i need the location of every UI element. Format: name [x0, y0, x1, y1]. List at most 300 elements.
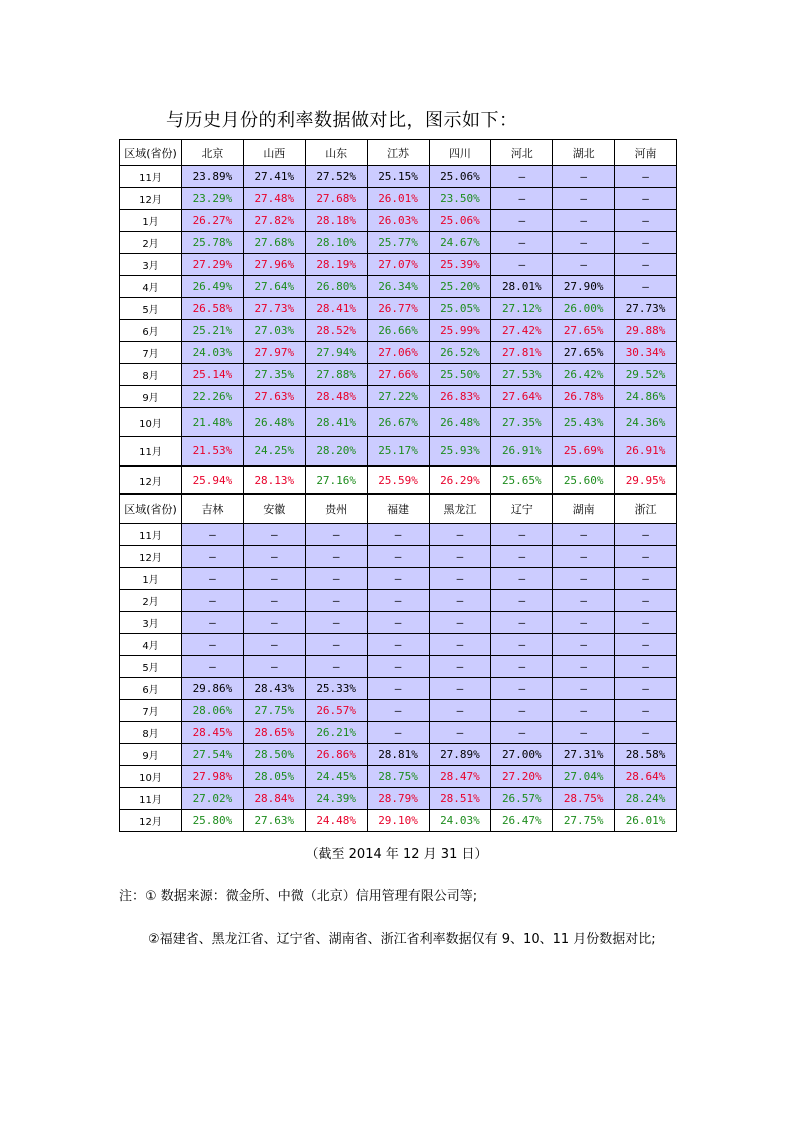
rate-cell: 27.82% [243, 210, 305, 232]
month-label: 12月 [120, 466, 182, 495]
table-row [120, 655, 677, 677]
rate-cell: 28.58% [615, 743, 677, 765]
month-label: 11月 [120, 523, 182, 545]
month-label: 4月 [120, 633, 182, 655]
rate-cell: 27.66% [367, 364, 429, 386]
rate-cell: 27.75% [553, 809, 615, 831]
table-row [120, 254, 677, 276]
rate-cell: 24.25% [243, 437, 305, 466]
rate-cell: – [491, 232, 553, 254]
rate-cell: – [615, 254, 677, 276]
table-row [120, 567, 677, 589]
rate-cell: 28.41% [305, 298, 367, 320]
rate-cell: – [305, 611, 367, 633]
table-row [120, 437, 677, 466]
rate-cell: – [367, 633, 429, 655]
rate-cell: – [615, 232, 677, 254]
rate-cell: 25.06% [429, 166, 491, 188]
rate-cell: 27.81% [491, 342, 553, 364]
table-row [120, 743, 677, 765]
rate-cell: 28.24% [615, 787, 677, 809]
table-row [120, 589, 677, 611]
rate-cell: – [182, 545, 244, 567]
rate-cell: 27.63% [243, 386, 305, 408]
table-row [120, 188, 677, 210]
rate-cell: – [553, 567, 615, 589]
rate-cell: 26.42% [553, 364, 615, 386]
rate-cell: – [429, 567, 491, 589]
rate-cell: 25.77% [367, 232, 429, 254]
rate-cell: 28.01% [491, 276, 553, 298]
rate-cell: 27.98% [182, 765, 244, 787]
rate-cell: 24.03% [182, 342, 244, 364]
month-label: 11月 [120, 787, 182, 809]
rate-cell: 27.52% [305, 166, 367, 188]
rate-cell: 29.52% [615, 364, 677, 386]
rate-cell: 29.86% [182, 677, 244, 699]
rate-cell: 26.27% [182, 210, 244, 232]
rate-cell: 27.65% [553, 320, 615, 342]
rate-cell: – [615, 276, 677, 298]
rate-cell: – [491, 721, 553, 743]
month-label: 12月 [120, 188, 182, 210]
rate-cell: 26.52% [429, 342, 491, 364]
rate-cell: 27.94% [305, 342, 367, 364]
rate-cell: – [243, 589, 305, 611]
table-row [120, 765, 677, 787]
rate-cell: – [367, 655, 429, 677]
table-row [120, 320, 677, 342]
rate-cell: – [491, 589, 553, 611]
month-label: 9月 [120, 743, 182, 765]
rate-cell: 25.99% [429, 320, 491, 342]
rate-cell: 25.65% [491, 466, 553, 495]
rate-cell: – [491, 254, 553, 276]
rate-cell: 28.81% [367, 743, 429, 765]
rate-cell: – [367, 589, 429, 611]
province-header: 江苏 [367, 140, 429, 166]
rate-cell: – [429, 699, 491, 721]
rate-cell: – [182, 611, 244, 633]
rate-cell: 25.50% [429, 364, 491, 386]
rate-cell: – [367, 721, 429, 743]
rate-cell: 27.90% [553, 276, 615, 298]
rate-cell: 24.48% [305, 809, 367, 831]
rate-cell: 24.86% [615, 386, 677, 408]
rate-cell: – [553, 655, 615, 677]
rate-cell: – [367, 611, 429, 633]
rate-cell: 27.53% [491, 364, 553, 386]
rate-cell: – [553, 545, 615, 567]
rate-cell: 27.16% [305, 466, 367, 495]
rate-cell: – [491, 166, 553, 188]
rate-cell: 27.12% [491, 298, 553, 320]
rate-cell: – [367, 567, 429, 589]
rate-cell: 27.64% [491, 386, 553, 408]
rate-cell: 26.47% [491, 809, 553, 831]
date-caption: （截至 2014 年 12 月 31 日） [305, 847, 488, 862]
rate-cell: 25.06% [429, 210, 491, 232]
rate-cell: – [243, 633, 305, 655]
province-header: 湖北 [553, 140, 615, 166]
rate-cell: 26.66% [367, 320, 429, 342]
rate-cell: 26.57% [305, 699, 367, 721]
rate-cell: – [182, 523, 244, 545]
rate-cell: 28.65% [243, 721, 305, 743]
province-header: 辽宁 [491, 494, 553, 523]
rate-cell: – [367, 523, 429, 545]
rate-cell: 29.88% [615, 320, 677, 342]
table-row [120, 699, 677, 721]
rate-cell: 25.78% [182, 232, 244, 254]
rate-cell: – [553, 589, 615, 611]
rate-cell: 27.96% [243, 254, 305, 276]
rate-cell: – [491, 633, 553, 655]
rate-cell: 25.33% [305, 677, 367, 699]
rate-cell: 25.60% [553, 466, 615, 495]
rate-cell: – [367, 677, 429, 699]
rate-cell: – [553, 699, 615, 721]
rate-cell: – [553, 523, 615, 545]
province-header: 河北 [491, 140, 553, 166]
rate-cell: 27.04% [553, 765, 615, 787]
table-row [120, 408, 677, 437]
rate-cell: 27.73% [243, 298, 305, 320]
rate-cell: 27.54% [182, 743, 244, 765]
rate-cell: 28.75% [367, 765, 429, 787]
rate-cell: – [491, 677, 553, 699]
province-header: 河南 [615, 140, 677, 166]
rate-cell: – [243, 611, 305, 633]
province-header: 吉林 [182, 494, 244, 523]
rate-cell: 27.68% [243, 232, 305, 254]
rate-cell: 26.01% [615, 809, 677, 831]
month-label: 12月 [120, 809, 182, 831]
rate-cell: 28.64% [615, 765, 677, 787]
table-row [120, 276, 677, 298]
rate-cell: 28.43% [243, 677, 305, 699]
table-row [120, 809, 677, 831]
rate-cell: 27.97% [243, 342, 305, 364]
rate-cell: – [553, 611, 615, 633]
rate-cell: – [553, 232, 615, 254]
rate-cell: 26.03% [367, 210, 429, 232]
table-row [120, 298, 677, 320]
rate-cell: 27.64% [243, 276, 305, 298]
rate-cell: 26.77% [367, 298, 429, 320]
rate-cell: – [553, 633, 615, 655]
table-row [120, 677, 677, 699]
rate-cell: – [615, 655, 677, 677]
rate-cell: 28.48% [305, 386, 367, 408]
rate-cell: – [429, 545, 491, 567]
rate-cell: 27.07% [367, 254, 429, 276]
rate-cell: – [491, 545, 553, 567]
rate-cell: – [553, 210, 615, 232]
rate-cell: 27.89% [429, 743, 491, 765]
month-label: 1月 [120, 567, 182, 589]
rate-cell: 25.94% [182, 466, 244, 495]
rate-cell: 27.29% [182, 254, 244, 276]
rate-cell: 25.69% [553, 437, 615, 466]
rate-cell: – [429, 589, 491, 611]
rate-cell: 25.14% [182, 364, 244, 386]
rate-cell: – [429, 721, 491, 743]
table-row [120, 342, 677, 364]
rate-cell: 27.68% [305, 188, 367, 210]
province-header: 山西 [243, 140, 305, 166]
month-label: 6月 [120, 320, 182, 342]
rate-cell: 26.86% [305, 743, 367, 765]
month-label: 5月 [120, 298, 182, 320]
month-label: 1月 [120, 210, 182, 232]
table-row [120, 787, 677, 809]
rate-cell: 25.15% [367, 166, 429, 188]
province-header: 贵州 [305, 494, 367, 523]
rate-cell: 28.84% [243, 787, 305, 809]
month-label: 10月 [120, 765, 182, 787]
rate-cell: 27.35% [243, 364, 305, 386]
rate-cell: 25.20% [429, 276, 491, 298]
rate-cell: – [553, 721, 615, 743]
rate-cell: – [367, 699, 429, 721]
header-row [120, 140, 677, 166]
rate-cell: 27.03% [243, 320, 305, 342]
rate-cell: – [305, 567, 367, 589]
rate-cell: 21.53% [182, 437, 244, 466]
month-label: 6月 [120, 677, 182, 699]
table-row [120, 210, 677, 232]
rate-cell: – [615, 523, 677, 545]
rate-table-2 [119, 493, 677, 832]
rate-cell: – [615, 633, 677, 655]
rate-cell: – [305, 545, 367, 567]
rate-cell: 26.67% [367, 408, 429, 437]
note-line-2: ②福建省、黑龙江省、辽宁省、湖南省、浙江省利率数据仅有 9、10、11 月份数据对比; [148, 932, 656, 947]
rate-cell: 28.20% [305, 437, 367, 466]
region-label: 区域(省份) [120, 140, 182, 166]
rate-cell: 27.65% [553, 342, 615, 364]
table-row [120, 633, 677, 655]
rate-cell: – [243, 523, 305, 545]
rate-cell: – [305, 589, 367, 611]
rate-cell: – [243, 655, 305, 677]
rate-cell: 25.05% [429, 298, 491, 320]
rate-cell: 26.29% [429, 466, 491, 495]
rate-cell: 27.20% [491, 765, 553, 787]
rate-cell: 23.50% [429, 188, 491, 210]
rate-cell: 26.01% [367, 188, 429, 210]
rate-cell: – [182, 633, 244, 655]
rate-cell: 25.80% [182, 809, 244, 831]
table-row [120, 232, 677, 254]
rate-cell: 28.19% [305, 254, 367, 276]
rate-cell: 28.47% [429, 765, 491, 787]
rate-cell: 26.91% [491, 437, 553, 466]
rate-cell: 25.39% [429, 254, 491, 276]
table-row [120, 166, 677, 188]
rate-cell: 25.59% [367, 466, 429, 495]
rate-cell: 26.91% [615, 437, 677, 466]
rate-cell: 29.10% [367, 809, 429, 831]
rate-cell: 25.43% [553, 408, 615, 437]
rate-cell: 24.45% [305, 765, 367, 787]
rate-cell: 26.21% [305, 721, 367, 743]
rate-cell: – [615, 188, 677, 210]
rate-cell: – [553, 254, 615, 276]
rate-cell: 28.50% [243, 743, 305, 765]
rate-cell: 28.06% [182, 699, 244, 721]
rate-cell: 28.10% [305, 232, 367, 254]
note-line-1: 注：① 数据来源：微金所、中微（北京）信用管理有限公司等; [119, 889, 478, 904]
rate-cell: 28.41% [305, 408, 367, 437]
rate-cell: 28.52% [305, 320, 367, 342]
table-row [120, 611, 677, 633]
region-label: 区域(省份) [120, 494, 182, 523]
rate-cell: – [243, 567, 305, 589]
rate-cell: – [243, 545, 305, 567]
rate-cell: 22.26% [182, 386, 244, 408]
province-header: 福建 [367, 494, 429, 523]
rate-cell: 27.00% [491, 743, 553, 765]
rate-cell: – [429, 611, 491, 633]
rate-cell: – [182, 589, 244, 611]
rate-cell: 27.35% [491, 408, 553, 437]
rate-cell: – [491, 655, 553, 677]
province-header: 浙江 [615, 494, 677, 523]
rate-cell: 25.21% [182, 320, 244, 342]
province-header: 山东 [305, 140, 367, 166]
rate-cell: 27.88% [305, 364, 367, 386]
table-row [120, 386, 677, 408]
rate-cell: 23.29% [182, 188, 244, 210]
rate-cell: 28.18% [305, 210, 367, 232]
rate-cell: – [491, 611, 553, 633]
rate-cell: 26.00% [553, 298, 615, 320]
province-header: 安徽 [243, 494, 305, 523]
page-heading: 与历史月份的利率数据做对比，图示如下： [166, 110, 518, 131]
rate-cell: – [491, 523, 553, 545]
rate-cell: 26.49% [182, 276, 244, 298]
rate-cell: – [615, 589, 677, 611]
rate-cell: 26.48% [429, 408, 491, 437]
rate-cell: – [553, 677, 615, 699]
rate-cell: 27.73% [615, 298, 677, 320]
rate-cell: 25.17% [367, 437, 429, 466]
rate-cell: – [491, 699, 553, 721]
rate-cell: 28.45% [182, 721, 244, 743]
month-label: 9月 [120, 386, 182, 408]
month-label: 11月 [120, 166, 182, 188]
rate-cell: 27.41% [243, 166, 305, 188]
rate-cell: – [182, 567, 244, 589]
rate-cell: – [615, 611, 677, 633]
rate-cell: – [553, 188, 615, 210]
province-header: 四川 [429, 140, 491, 166]
rate-cell: 26.83% [429, 386, 491, 408]
month-label: 8月 [120, 364, 182, 386]
rate-cell: 24.03% [429, 809, 491, 831]
rate-cell: 24.67% [429, 232, 491, 254]
month-label: 2月 [120, 232, 182, 254]
rate-cell: – [615, 567, 677, 589]
month-label: 8月 [120, 721, 182, 743]
rate-cell: 24.36% [615, 408, 677, 437]
rate-cell: 24.39% [305, 787, 367, 809]
rate-cell: 29.95% [615, 466, 677, 495]
table-row [120, 721, 677, 743]
month-label: 11月 [120, 437, 182, 466]
rate-cell: – [429, 523, 491, 545]
rate-cell: 28.05% [243, 765, 305, 787]
rate-cell: – [615, 545, 677, 567]
rate-cell: – [182, 655, 244, 677]
table-row [120, 523, 677, 545]
rate-cell: – [615, 721, 677, 743]
rate-cell: 27.22% [367, 386, 429, 408]
rate-cell: 28.13% [243, 466, 305, 495]
rate-cell: – [615, 210, 677, 232]
rate-cell: 26.48% [243, 408, 305, 437]
rate-cell: 25.93% [429, 437, 491, 466]
table-row [120, 364, 677, 386]
rate-cell: – [615, 166, 677, 188]
rate-cell: 26.78% [553, 386, 615, 408]
rate-cell: 30.34% [615, 342, 677, 364]
province-header: 北京 [182, 140, 244, 166]
rate-cell: 26.80% [305, 276, 367, 298]
rate-cell: – [305, 655, 367, 677]
table-row [120, 545, 677, 567]
rate-cell: – [491, 210, 553, 232]
month-label: 4月 [120, 276, 182, 298]
rate-cell: – [491, 567, 553, 589]
rate-cell: 26.58% [182, 298, 244, 320]
table-row [120, 466, 677, 495]
rate-cell: – [305, 633, 367, 655]
month-label: 2月 [120, 589, 182, 611]
rate-cell: 23.89% [182, 166, 244, 188]
rate-cell: 27.75% [243, 699, 305, 721]
province-header: 湖南 [553, 494, 615, 523]
rate-table-1 [119, 139, 677, 495]
rate-cell: 26.57% [491, 787, 553, 809]
header-row [120, 494, 677, 523]
month-label: 10月 [120, 408, 182, 437]
rate-cell: – [553, 166, 615, 188]
rate-cell: 27.48% [243, 188, 305, 210]
rate-cell: 27.42% [491, 320, 553, 342]
rate-cell: 28.75% [553, 787, 615, 809]
rate-cell: 28.51% [429, 787, 491, 809]
rate-cell: – [429, 655, 491, 677]
rate-cell: 26.34% [367, 276, 429, 298]
rate-cell: – [615, 677, 677, 699]
rate-cell: 21.48% [182, 408, 244, 437]
month-label: 3月 [120, 611, 182, 633]
rate-cell: 27.63% [243, 809, 305, 831]
month-label: 5月 [120, 655, 182, 677]
rate-cell: – [615, 699, 677, 721]
rate-cell: – [429, 677, 491, 699]
province-header: 黑龙江 [429, 494, 491, 523]
rate-cell: – [429, 633, 491, 655]
rate-cell: – [305, 523, 367, 545]
rate-cell: 28.79% [367, 787, 429, 809]
rate-cell: – [491, 188, 553, 210]
rate-cell: 27.31% [553, 743, 615, 765]
month-label: 12月 [120, 545, 182, 567]
